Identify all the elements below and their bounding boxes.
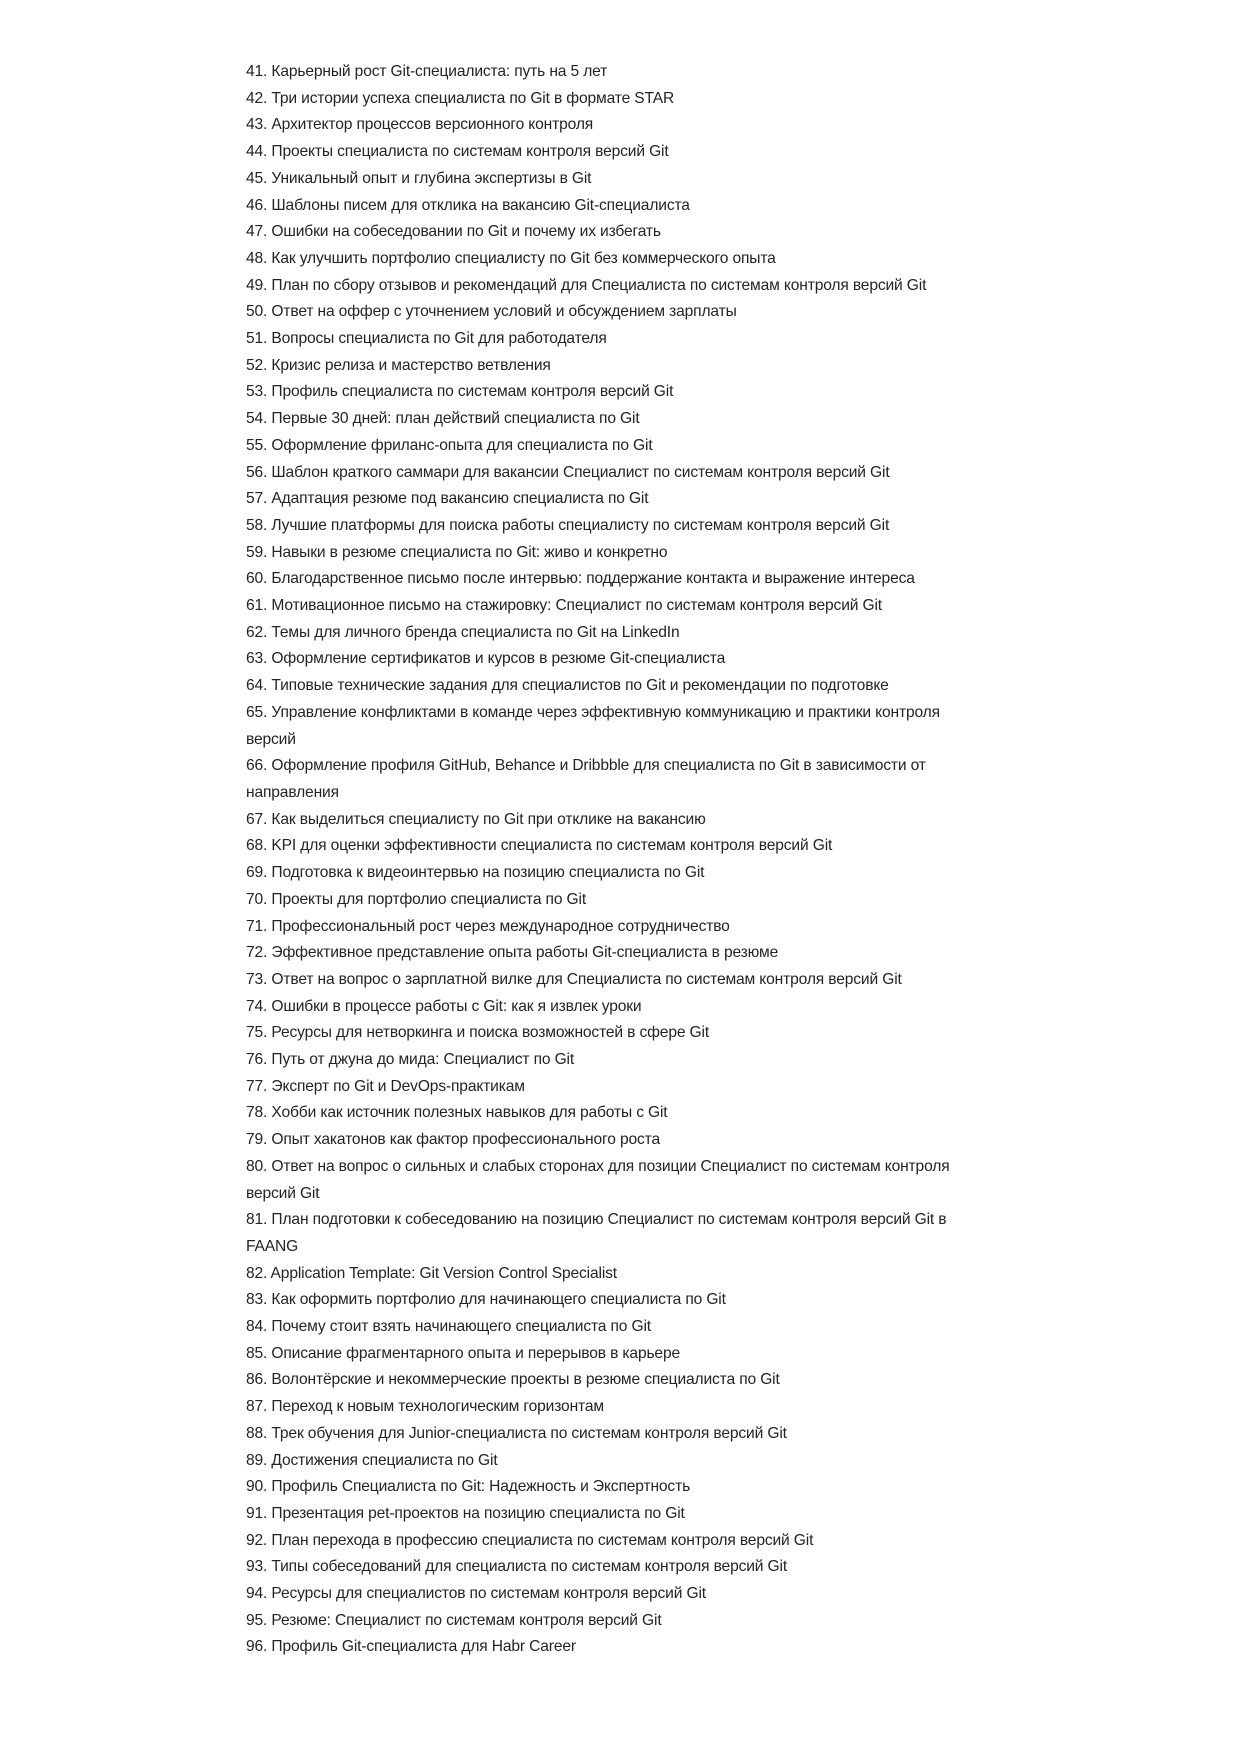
list-item: 75. Ресурсы для нетворкинга и поиска возможностей в сфере Git <box>246 1024 710 1042</box>
list-item: 49. План по сбору отзывов и рекомендаций для Специалиста по системам контроля версий Git <box>246 276 927 294</box>
list-item: 51. Вопросы специалиста по Git для работодателя <box>246 330 607 348</box>
list-item: 83. Как оформить портфолио для начинающего специалиста по Git <box>246 1291 726 1309</box>
list-item: 70. Проекты для портфолио специалиста по Git <box>246 890 587 908</box>
list-item: 45. Уникальный опыт и глубина экспертизы в Git <box>246 169 592 187</box>
list-item: 67. Как выделиться специалисту по Git при отклике на вакансию <box>246 810 706 828</box>
list-item: 96. Профиль Git-специалиста для Habr Career <box>246 1638 576 1656</box>
list-item: 93. Типы собеседований для специалиста по системам контроля версий Git <box>246 1558 788 1576</box>
list-item: 95. Резюме: Специалист по системам контроля версий Git <box>246 1611 662 1629</box>
list-item: 68. KPI для оценки эффективности специалиста по системам контроля версий Git <box>246 837 833 855</box>
list-item: 82. Application Template: Git Version Control Specialist <box>246 1264 617 1282</box>
list-item: 85. Описание фрагментарного опыта и перерывов в карьере <box>246 1344 681 1362</box>
list-item: 58. Лучшие платформы для поиска работы специалисту по системам контроля версий Git <box>246 516 890 534</box>
list-item: 79. Опыт хакатонов как фактор профессионального роста <box>246 1131 660 1149</box>
list-item: 84. Почему стоит взять начинающего специалиста по Git <box>246 1318 651 1336</box>
list-item: 52. Кризис релиза и мастерство ветвления <box>246 356 551 374</box>
list-item: 59. Навыки в резюме специалиста по Git: живо и конкретно <box>246 543 668 561</box>
list-item: 62. Темы для личного бренда специалиста по Git на LinkedIn <box>246 623 680 641</box>
list-item: 78. Хобби как источник полезных навыков для работы с Git <box>246 1104 668 1122</box>
list-item: 56. Шаблон краткого саммари для вакансии Специалист по системам контроля версий Git <box>246 463 890 481</box>
list-item: 50. Ответ на оффер с уточнением условий и обсуждением зарплаты <box>246 303 737 321</box>
list-item: 54. Первые 30 дней: план действий специалиста по Git <box>246 410 640 428</box>
list-item: 86. Волонтёрские и некоммерческие проекты в резюме специалиста по Git <box>246 1371 780 1389</box>
list-item: 47. Ошибки на собеседовании по Git и почему их избегать <box>246 223 661 241</box>
list-item: 88. Трек обучения для Junior-специалиста по системам контроля версий Git <box>246 1424 787 1442</box>
list-item: 42. Три истории успеха специалиста по Git в формате STAR <box>246 89 675 107</box>
list-item: 91. Презентация pet-проектов на позицию специалиста по Git <box>246 1504 685 1522</box>
list-item: 46. Шаблоны писем для отклика на вакансию Git-специалиста <box>246 196 690 214</box>
list-item: 92. План перехода в профессию специалиста по системам контроля версий Git <box>246 1531 814 1549</box>
list-item: 80. Ответ на вопрос о сильных и слабых сторонах для позиции Специалист по системам контроля версий Git <box>246 1157 950 1202</box>
list-item: 61. Мотивационное письмо на стажировку: Специалист по системам контроля версий Git <box>246 597 882 615</box>
article-topic-list <box>246 59 988 1661</box>
list-item: 94. Ресурсы для специалистов по системам контроля версий Git <box>246 1585 706 1603</box>
list-item: 69. Подготовка к видеоинтервью на позицию специалиста по Git <box>246 864 705 882</box>
list-item: 89. Достижения специалиста по Git <box>246 1451 498 1469</box>
list-item: 43. Архитектор процессов версионного контроля <box>246 116 594 134</box>
list-item: 64. Типовые технические задания для специалистов по Git и рекомендации по подготовке <box>246 677 889 695</box>
list-item: 77. Эксперт по Git и DevOps-практикам <box>246 1077 525 1095</box>
list-item: 66. Оформление профиля GitHub, Behance и Dribbble для специалиста по Git в зависимости от направления <box>246 757 926 801</box>
list-item: 57. Адаптация резюме под вакансию специалиста по Git <box>246 490 649 508</box>
list-item: 65. Управление конфликтами в команде через эффективную коммуникацию и практики контроля версий <box>246 703 940 748</box>
list-item: 71. Профессиональный рост через международное сотрудничество <box>246 917 730 935</box>
list-item: 60. Благодарственное письмо после интервью: поддержание контакта и выражение интереса <box>246 570 915 588</box>
list-item: 63. Оформление сертификатов и курсов в резюме Git-специалиста <box>246 650 726 668</box>
list-item: 90. Профиль Специалиста по Git: Надежность и Экспертность <box>246 1478 691 1496</box>
list-item: 76. Путь от джуна до мида: Специалист по Git <box>246 1051 575 1069</box>
list-item: 74. Ошибки в процессе работы с Git: как я извлек уроки <box>246 997 642 1015</box>
list-item: 48. Как улучшить портфолио специалисту по Git без коммерческого опыта <box>246 249 776 267</box>
list-item: 73. Ответ на вопрос о зарплатной вилке для Специалиста по системам контроля версий Git <box>246 970 902 988</box>
list-item: 81. План подготовки к собеседованию на позицию Специалист по системам контроля версий Git в FAANG <box>246 1211 947 1255</box>
list-item: 87. Переход к новым технологическим горизонтам <box>246 1398 604 1416</box>
list-item: 41. Карьерный рост Git-специалиста: путь на 5 лет <box>246 63 608 80</box>
list-item: 72. Эффективное представление опыта работы Git-специалиста в резюме <box>246 944 779 962</box>
list-item: 53. Профиль специалиста по системам контроля версий Git <box>246 383 674 401</box>
list-item: 55. Оформление фриланс-опыта для специалиста по Git <box>246 436 653 454</box>
list-item: 44. Проекты специалиста по системам контроля версий Git <box>246 143 669 161</box>
